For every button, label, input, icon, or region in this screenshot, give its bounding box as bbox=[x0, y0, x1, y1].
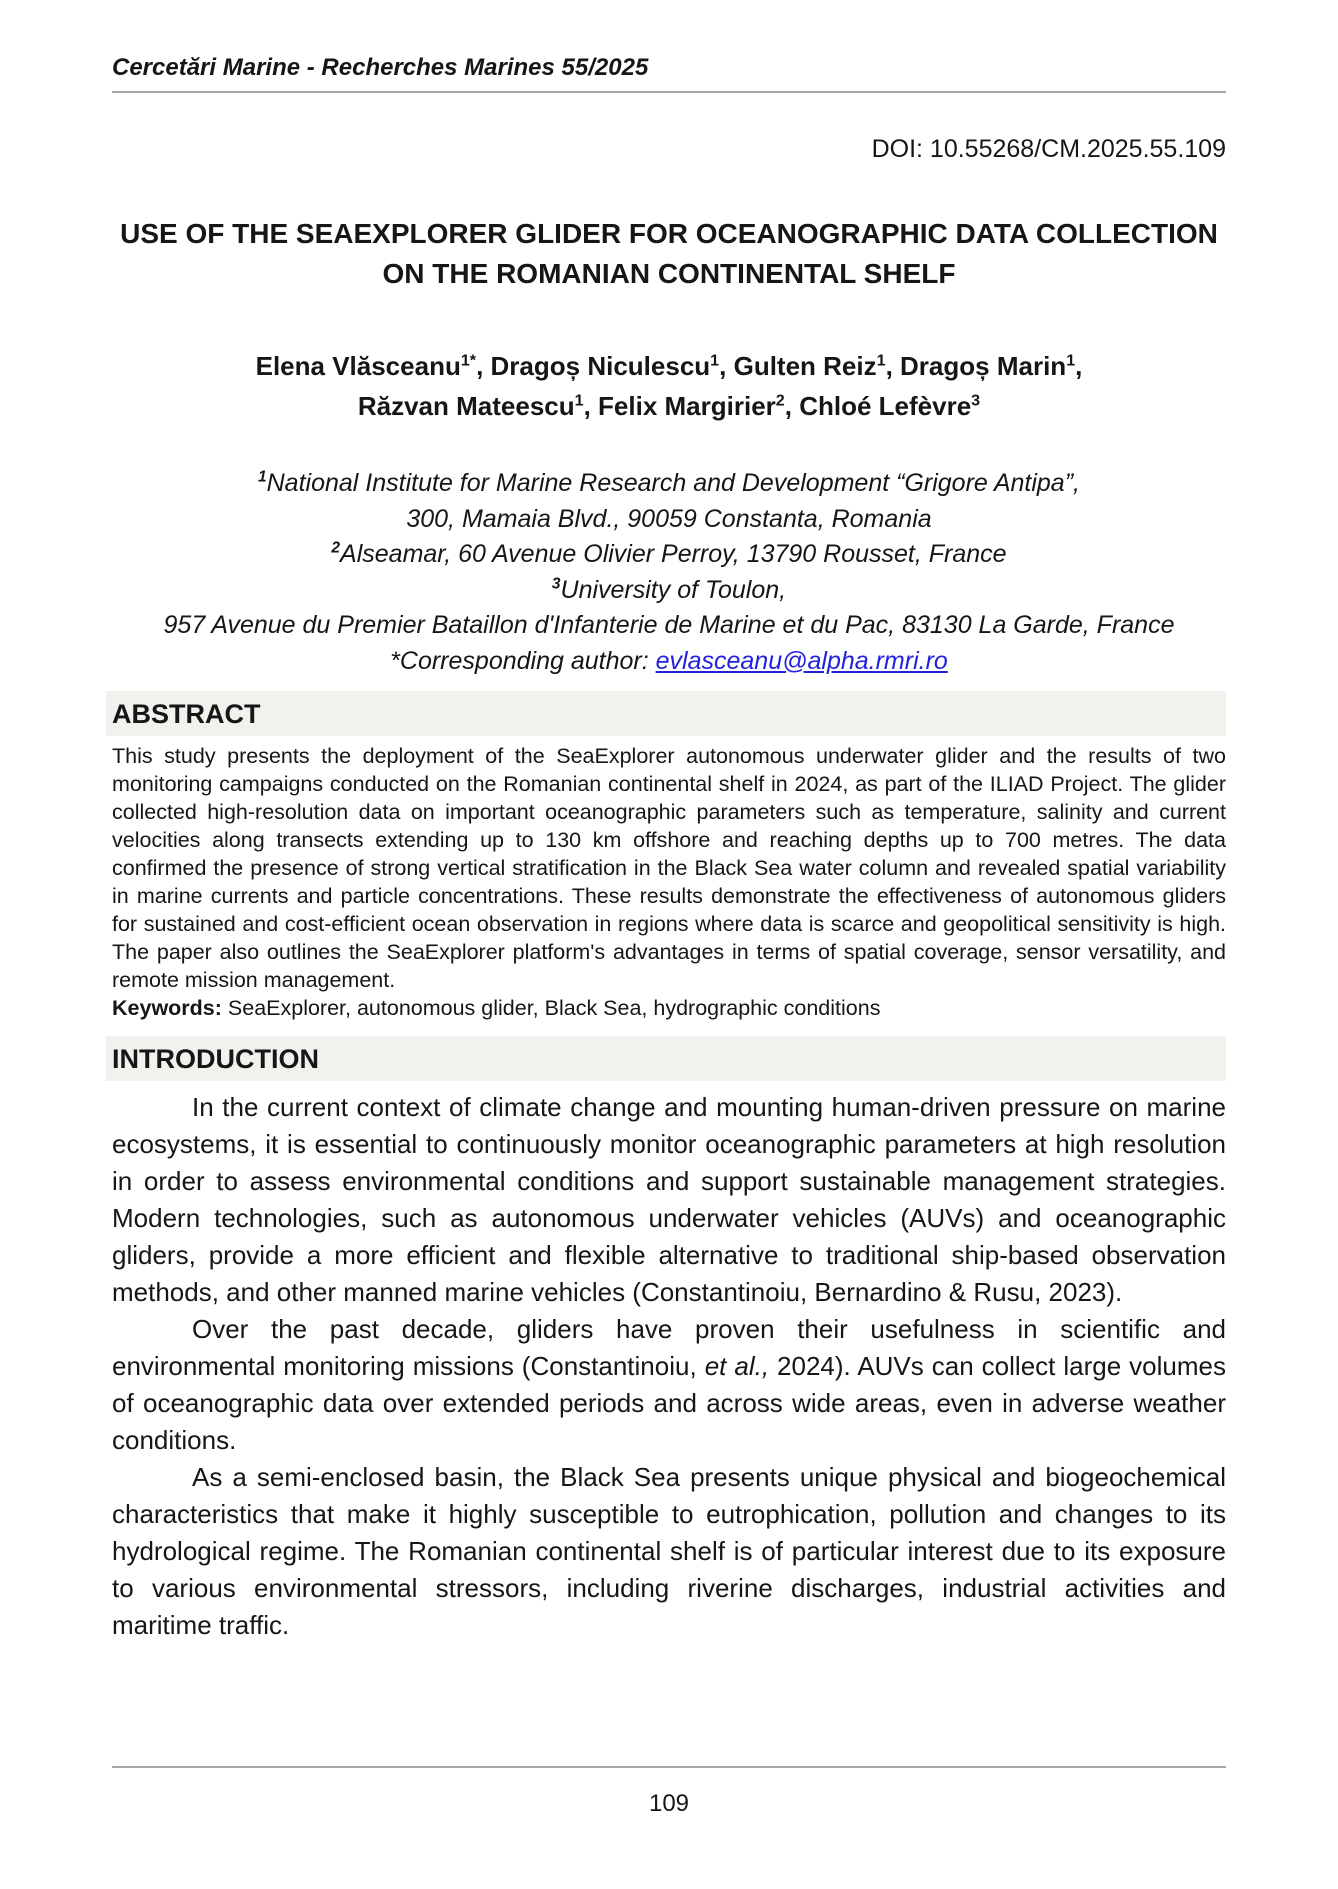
introduction-heading: INTRODUCTION bbox=[106, 1036, 1226, 1081]
author-separator: , bbox=[583, 391, 599, 421]
corresponding-author-email-link[interactable]: evlasceanu@alpha.rmri.ro bbox=[655, 646, 948, 675]
author-affiliation-sup: 1* bbox=[460, 351, 477, 370]
author-name: Dragoș Marin bbox=[900, 351, 1067, 381]
affiliation-text: University of Toulon, bbox=[560, 575, 787, 604]
affiliation-sup: 3 bbox=[551, 575, 561, 593]
author-name: Elena Vlăsceanu bbox=[255, 351, 461, 381]
author-separator: , bbox=[1075, 351, 1083, 381]
author-affiliation-sup: 1 bbox=[574, 391, 584, 410]
authors-line-2 bbox=[112, 386, 1226, 426]
doi-text: DOI: 10.55268/CM.2025.55.109 bbox=[871, 135, 1226, 163]
author-affiliation-sup: 1 bbox=[710, 351, 720, 370]
author-name: Răzvan Mateescu bbox=[357, 391, 575, 421]
journal-running-head: Cercetări Marine - Recherches Marines 55/2025 bbox=[112, 54, 1226, 93]
introduction-paragraph-3: As a semi-enclosed basin, the Black Sea presents unique physical and biogeochemical characteristics that make it highly susceptible to eutrophication, pollution and changes to its hydrological regime. The Romanian continental shelf is of particular interest due to its exposure to various environmental stressors, including riverine discharges, industrial activities and maritime traffic. bbox=[112, 1462, 1226, 1640]
affiliation-text: 957 Avenue du Premier Bataillon d'Infanterie de Marine et du Pac, 83130 La Garde, France bbox=[163, 611, 1175, 639]
paper-title-line2: ON THE ROMANIAN CONTINENTAL SHELF bbox=[382, 258, 956, 289]
author-name: Gulten Reiz bbox=[733, 351, 877, 381]
affiliation-line bbox=[112, 537, 1226, 573]
author-affiliation-sup: 1 bbox=[876, 351, 886, 370]
affiliation-line bbox=[112, 573, 1226, 609]
affiliation-sup: 1 bbox=[258, 468, 267, 486]
et-al-italic: et al., bbox=[704, 1351, 770, 1381]
author-affiliation-sup: 1 bbox=[1066, 351, 1076, 370]
author-name: Dragoș Niculescu bbox=[490, 351, 711, 381]
paper-title bbox=[112, 214, 1226, 294]
affiliation-text: National Institute for Marine Research and Development “Grigore Antipa”, bbox=[266, 469, 1080, 497]
author-affiliation-sup: 3 bbox=[971, 391, 981, 410]
footer-rule bbox=[112, 1766, 1226, 1818]
introduction-body bbox=[112, 1089, 1226, 1644]
authors-line-1 bbox=[112, 346, 1226, 386]
introduction-paragraph-1: In the current context of climate change and mounting human-driven pressure on marine ecosystems, it is essential to continuously monitor oceanographic parameters at high resolution in order to assess environmental conditions and support sustainable management strategies. Modern technologies, such as autonomous underwater vehicles (AUVs) and oceanographic gliders, provide a more efficient and flexible alternative to traditional ship-based observation methods, and other manned marine vehicles (Constantinoiu, Bernardino & Rusu, 2023). bbox=[112, 1092, 1226, 1307]
affiliation-line bbox=[112, 502, 1226, 538]
abstract-text: This study presents the deployment of the SeaExplorer autonomous underwater glider and the results of two monitoring campaigns conducted on the Romanian continental shelf in 2024, as part of the ILIAD Project. The glider collected high-resolution data on important oceanographic parameters such as temperature, salinity and current velocities along transects extending up to 130 km offshore and reaching depths up to 700 metres. The data confirmed the presence of strong vertical stratification in the Black Sea water column and revealed spatial variability in marine currents and particle concentrations. These results demonstrate the effectiveness of autonomous gliders for sustained and cost-efficient ocean observation in regions where data is scarce and geopolitical sensitivity is high. The paper also outlines the SeaExplorer platform's advantages in terms of spatial coverage, sensor versatility, and remote mission management. bbox=[112, 744, 1226, 992]
author-separator: , bbox=[784, 391, 800, 421]
author-name: Chloé Lefèvre bbox=[799, 391, 972, 421]
affiliations-block bbox=[112, 466, 1226, 679]
paragraph-segment: 2024). AUVs can collect large volumes of oceanographic data over extended periods and across wide areas, even in adverse weather conditions. bbox=[112, 1351, 1226, 1455]
keywords-line bbox=[112, 994, 1226, 1022]
author-separator: , bbox=[719, 351, 734, 381]
keywords-label: Keywords: bbox=[112, 996, 222, 1020]
affiliation-sup: 2 bbox=[331, 539, 341, 557]
corresponding-author-line bbox=[112, 644, 1226, 680]
affiliation-line bbox=[112, 608, 1226, 644]
paragraph-segment: Over the past decade, gliders have proven their usefulness in scientific and environmental monitoring missions (Constantinoiu, bbox=[112, 1314, 1226, 1381]
author-separator: , bbox=[476, 351, 491, 381]
authors-block bbox=[112, 346, 1226, 426]
keywords-text: SeaExplorer, autonomous glider, Black Sea, hydrographic conditions bbox=[221, 996, 881, 1020]
abstract-heading: ABSTRACT bbox=[106, 691, 1226, 736]
page-number: 109 bbox=[648, 1790, 690, 1817]
author-name: Felix Margirier bbox=[598, 391, 776, 421]
affiliation-text: Alseamar, 60 Avenue Olivier Perroy, 13790 Rousset, France bbox=[340, 540, 1007, 568]
paper-title-line1: USE OF THE SEAEXPLORER GLIDER FOR OCEANOGRAPHIC DATA COLLECTION bbox=[120, 218, 1218, 249]
affiliation-text: 300, Mamaia Blvd., 90059 Constanta, Romania bbox=[406, 504, 932, 533]
corresponding-author-prefix: *Corresponding author: bbox=[390, 646, 656, 675]
author-separator: , bbox=[885, 351, 901, 381]
affiliation-line bbox=[112, 466, 1226, 502]
author-affiliation-sup: 2 bbox=[775, 391, 785, 410]
page-content bbox=[0, 54, 1338, 1644]
introduction-paragraph-2 bbox=[112, 1311, 1226, 1459]
